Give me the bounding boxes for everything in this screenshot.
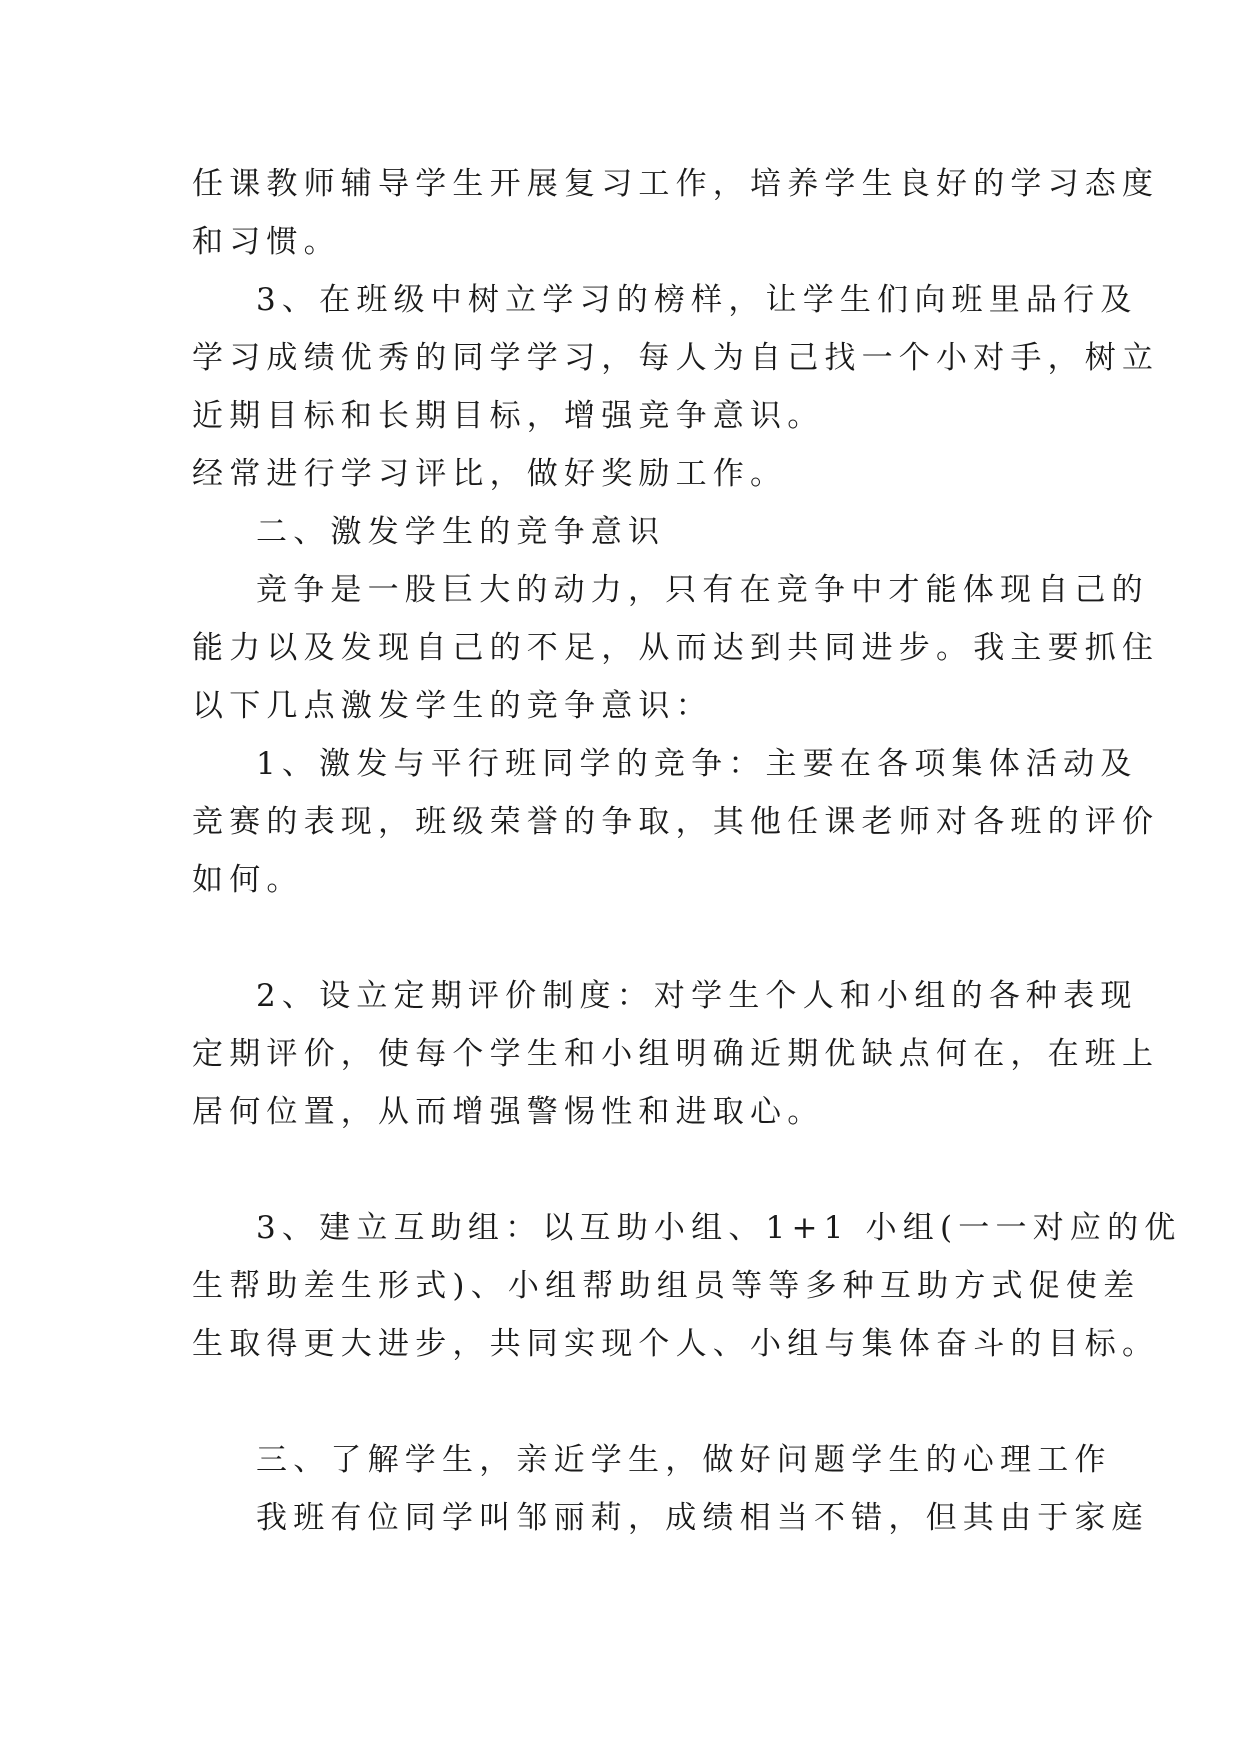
text-line: 3、建立互助组：以互助小组、1+1 小组(一一对应的优: [256, 1210, 1182, 1246]
text-line: 1、激发与平行班同学的竞争：主要在各项集体活动及: [256, 746, 1138, 782]
text-line: 近期目标和长期目标，增强竞争意识。: [192, 398, 825, 434]
text-line: 经常进行学习评比，做好奖励工作。: [192, 456, 788, 492]
text-line: 任课教师辅导学生开展复习工作，培养学生良好的学习态度: [192, 166, 1160, 202]
text-line: 学习成绩优秀的同学学习，每人为自己找一个小对手，树立: [192, 340, 1160, 376]
section-heading: 三、了解学生，亲近学生，做好问题学生的心理工作: [256, 1442, 1112, 1478]
text-line: 3、在班级中树立学习的榜样，让学生们向班里品行及: [256, 282, 1138, 318]
text-line: 定期评价，使每个学生和小组明确近期优缺点何在，在班上: [192, 1036, 1160, 1072]
text-line: 生取得更大进步，共同实现个人、小组与集体奋斗的目标。: [192, 1326, 1160, 1362]
text-line: 生帮助差生形式)、小组帮助组员等等多种互助方式促使差: [192, 1268, 1141, 1304]
text-line: 如何。: [192, 862, 304, 898]
text-line: 竞争是一股巨大的动力，只有在竞争中才能体现自己的: [256, 572, 1149, 608]
section-heading: 二、激发学生的竞争意识: [256, 514, 666, 550]
text-line: 居何位置，从而增强警惕性和进取心。: [192, 1094, 825, 1130]
text-line: 我班有位同学叫邹丽莉，成绩相当不错，但其由于家庭: [256, 1500, 1149, 1536]
text-line: 竞赛的表现，班级荣誉的争取，其他任课老师对各班的评价: [192, 804, 1160, 840]
text-line: 和习惯。: [192, 224, 341, 260]
text-line: 2、设立定期评价制度：对学生个人和小组的各种表现: [256, 978, 1138, 1014]
text-line: 能力以及发现自己的不足，从而达到共同进步。我主要抓住: [192, 630, 1160, 666]
text-line: 以下几点激发学生的竞争意识：: [192, 688, 713, 724]
